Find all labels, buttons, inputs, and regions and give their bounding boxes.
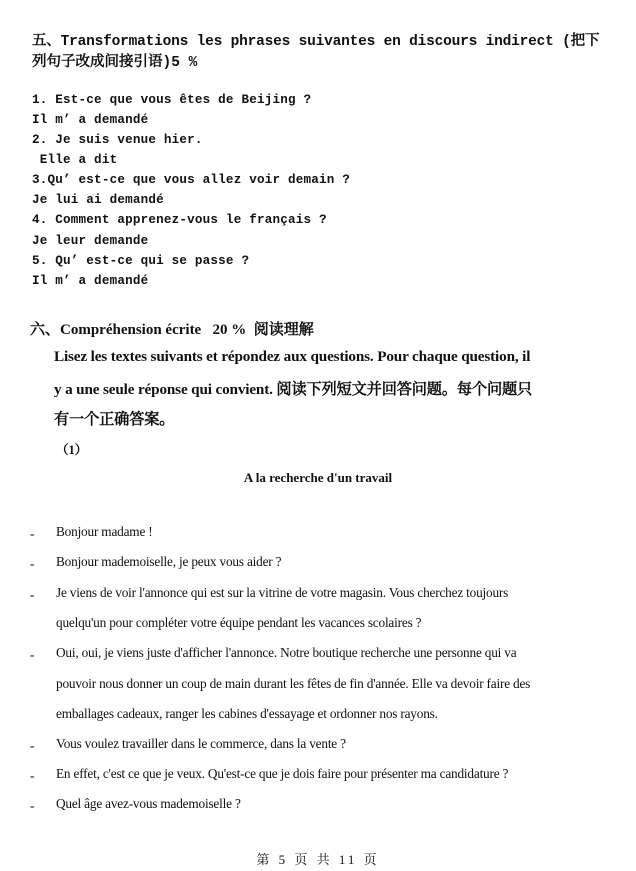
- section-5-title-line-2: 列句子改成间接引语)5 %: [32, 55, 198, 71]
- question-5: 5. Qu’ est-ce qui se passe ?: [32, 254, 250, 268]
- dialogue-text: En effet, c'est ce que je veux. Qu'est-ce que je dois faire pour présenter ma candidature ?: [56, 766, 509, 781]
- answer-prompt-4: Je leur demande: [32, 234, 149, 248]
- dialogue-text: Je viens de voir l'annonce qui est sur la vitrine de votre magasin. Vous cherchez toujours: [56, 585, 509, 600]
- dialogue-text: Bonjour mademoiselle, je peux vous aider ?: [56, 554, 282, 569]
- question-3: 3.Qu’ est-ce que vous allez voir demain ?: [32, 173, 351, 187]
- dash-bullet: -: [30, 768, 35, 783]
- answer-prompt-2: Elle a dit: [32, 153, 118, 167]
- answer-prompt-1: Il m’ a demandé: [32, 113, 149, 127]
- dash-bullet: -: [30, 647, 35, 662]
- instructions-line-1: Lisez les textes suivants et répondez aux questions. Pour chaque question, il: [54, 348, 531, 365]
- dialogue-text: emballages cadeaux, ranger les cabines d'essayage et ordonner nos rayons.: [56, 706, 438, 721]
- dialogue-text: Oui, oui, je viens juste d'afficher l'annonce. Notre boutique recherche une personne qui va: [56, 645, 517, 660]
- dash-bullet: -: [30, 738, 35, 753]
- dash-bullet: -: [30, 556, 35, 571]
- dialogue-text: quelqu'un pour compléter votre équipe pendant les vacances scolaires ?: [56, 615, 422, 630]
- answer-prompt-3: Je lui ai demandé: [32, 193, 164, 207]
- answer-prompt-5: Il m’ a demandé: [32, 274, 149, 288]
- question-1: 1. Est-ce que vous êtes de Beijing ?: [32, 93, 312, 107]
- question-4: 4. Comment apprenez-vous le français ?: [32, 213, 327, 227]
- passage-title: A la recherche d'un travail: [243, 470, 393, 485]
- page-indicator: 第 5 页 共 11 页: [256, 852, 380, 867]
- dialogue-text: pouvoir nous donner un coup de main durant les fêtes de fin d'année. Elle va devoir faire des: [56, 676, 531, 691]
- section-6-title: 六、Compréhension écrite 20 % 阅读理解: [30, 322, 314, 338]
- dash-bullet: -: [30, 798, 35, 813]
- instructions-line-3: 有一个正确答案。: [54, 411, 175, 428]
- dialogue-text: Vous voulez travailler dans le commerce, dans la vente ?: [56, 736, 346, 751]
- dialogue-text: Quel âge avez-vous mademoiselle ?: [56, 796, 241, 811]
- passage-number: （1）: [56, 443, 88, 457]
- section-5-title-line-1: 五、Transformations les phrases suivantes en discours indirect (把下: [32, 34, 600, 50]
- dialogue-text: Bonjour madame !: [56, 524, 153, 539]
- instructions-line-2: y a une seule réponse qui convient. 阅读下列短文并回答问题。每个问题只: [54, 381, 533, 398]
- question-2: 2. Je suis venue hier.: [32, 133, 203, 147]
- dash-bullet: -: [30, 526, 35, 541]
- dash-bullet: -: [30, 587, 35, 602]
